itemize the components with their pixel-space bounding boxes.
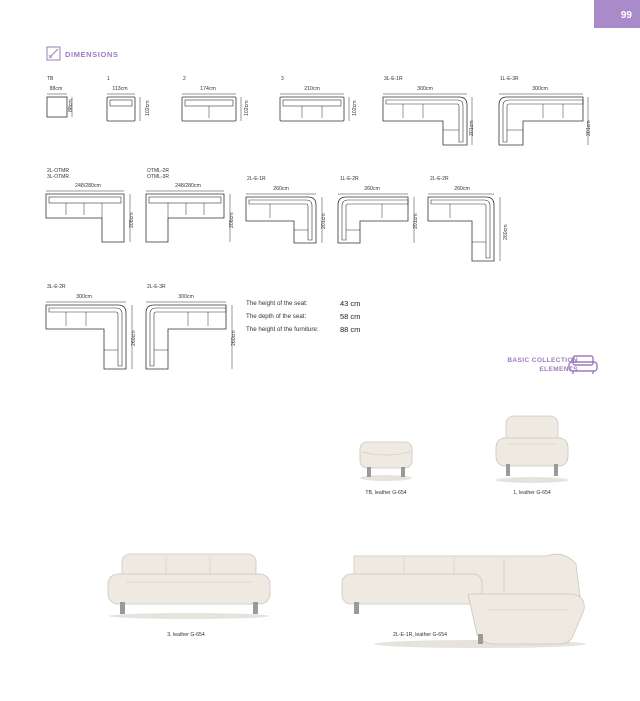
module-code-3l-e-1r: 3L-E-1R [384,76,403,82]
module-width-tb: 88cm [49,86,63,92]
module-code-2l-e-1r: 2L-E-1R [247,176,266,182]
photo-caption: 3, leather G-654 [167,632,205,638]
photo-armchair [492,412,572,484]
module-height-3: 102cm [352,100,358,116]
module-code-1l-e-3r: 1L-E-3R [500,76,519,82]
basic-collection-line2: ELEMENTS [539,366,578,373]
module-height-2l-e-1r: 201cm [321,213,327,229]
module-height-1l-e-3r: 201cm [586,120,592,136]
photo-three-seat-sofa [104,550,274,620]
diagram-1 [105,92,145,126]
diagram-2l-e-3r [144,300,244,372]
module-code-3: 3 [281,76,284,82]
module-height-2l-e-3r: 260cm [231,330,237,346]
diagram-1l-e-3r [497,92,597,150]
module-width-3: 210cm [304,86,320,92]
photo-caption: TB, leather G-654 [365,490,407,496]
module-height-1l-e-2r: 201cm [413,213,419,229]
module-width-otml-2r: 248/280cm [175,183,201,189]
module-height-1: 102cm [145,100,151,116]
spec-value: 43 cm [340,299,361,308]
sofa-outline-icon [568,354,598,376]
photo-caption: 1, leather G-654 [513,490,551,496]
photo-corner-sofa [340,548,590,650]
diagram-3l-e-2r [44,300,144,372]
module-width-2: 174cm [200,86,216,92]
module-code-2: 2 [183,76,186,82]
diagram-3l-e-1r [381,92,481,150]
spec-label: The depth of the seat: [246,313,307,320]
module-code-2l-e-3r: 2L-E-3R [147,284,166,290]
module-height-3l-e-1r: 201cm [469,120,475,136]
module-code-1l-e-2r: 1L-E-2R [340,176,359,182]
module-width-3l-e-1r: 300cm [417,86,433,92]
spec-value: 58 cm [340,312,361,321]
module-height-2l-e-2r: 260cm [503,224,509,240]
basic-collection-line1: BASIC COLLECTION [507,357,578,364]
photo-footstool [356,434,416,484]
section-title: DIMENSIONS [65,50,119,59]
spec-label: The height of the furniture: [246,326,319,333]
module-height-otml-2r: 206cm [229,212,235,228]
module-width-2l-e-3r: 300cm [178,294,194,300]
module-code-2l-otmr: 2L-OTMR 3L-OTMR [47,168,69,180]
module-width-1l-e-2r: 260cm [364,186,380,192]
module-code-2l-e-2r: 2L-E-2R [430,176,449,182]
diagram-tb [45,92,85,122]
photo-caption: 2L-E-1R, leather G-654 [393,632,447,638]
module-height-3l-e-2r: 260cm [131,330,137,346]
ruler-pencil-icon [46,46,61,61]
module-width-3l-e-2r: 300cm [76,294,92,300]
diagram-3 [278,92,358,126]
module-code-tb: TB [47,76,54,82]
spec-value: 88 cm [340,325,361,334]
module-code-otml-2r: OTML-2R OTML-3R [147,168,169,180]
module-width-1l-e-3r: 300cm [532,86,548,92]
module-width-2l-e-1r: 260cm [273,186,289,192]
module-width-2l-e-2r: 260cm [454,186,470,192]
page-number: 99 [620,10,632,21]
module-code-3l-e-2r: 3L-E-2R [47,284,66,290]
module-code-1: 1 [107,76,110,82]
module-height-2l-otmr: 206cm [129,212,135,228]
spec-label: The height of the seat: [246,300,308,307]
module-height-2: 102cm [244,100,250,116]
module-width-2l-otmr: 248/280cm [75,183,101,189]
module-height-tb: 88cm [68,99,74,112]
module-width-1: 113cm [112,86,128,92]
diagram-2 [180,92,250,126]
page-number-tab [594,0,640,28]
